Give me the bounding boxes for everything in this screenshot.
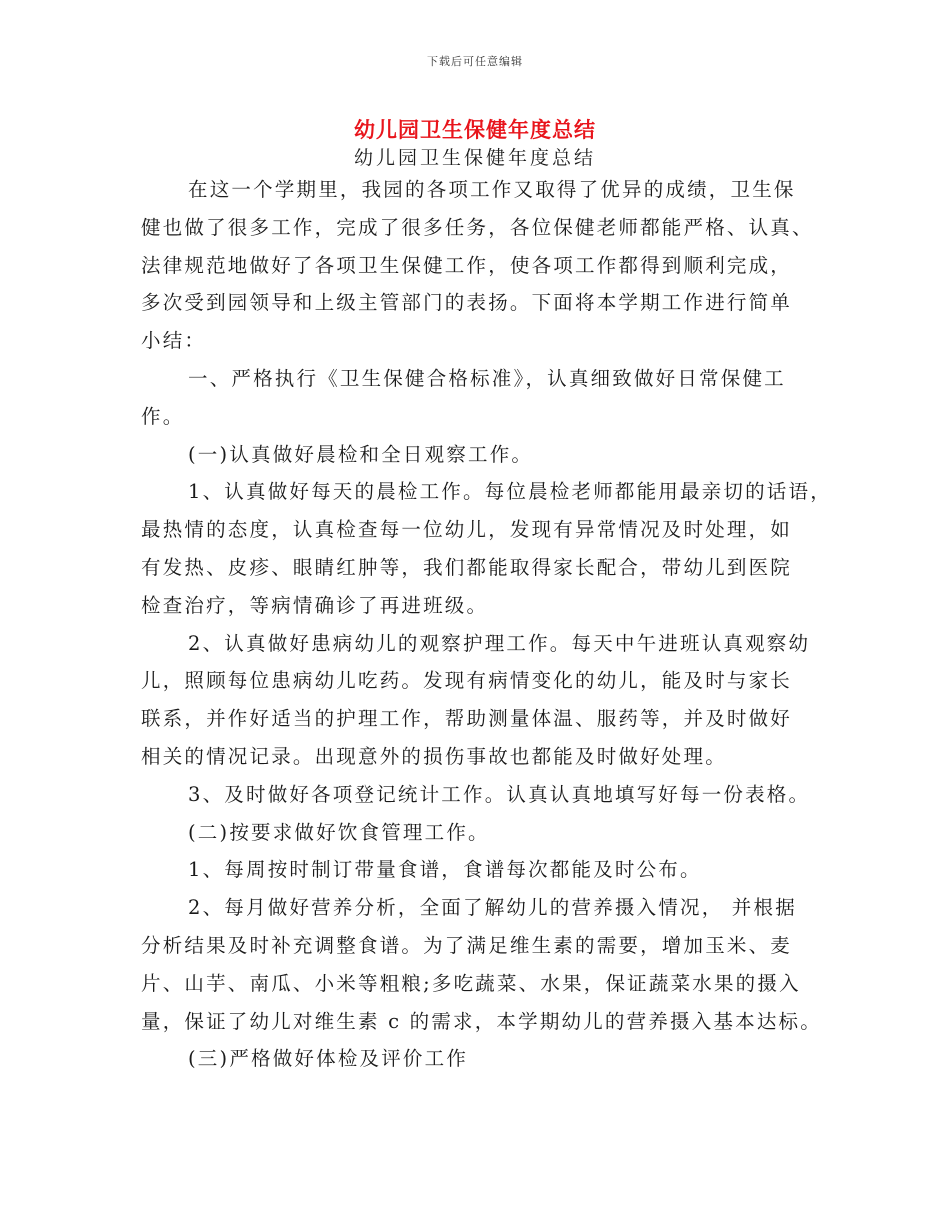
document-title: 幼儿园卫生保健年度总结 <box>354 117 596 142</box>
body-line: 在这一个学期里，我园的各项工作又取得了优异的成绩，卫生保 <box>188 178 796 201</box>
document-subtitle: 幼儿园卫生保健年度总结 <box>353 147 596 169</box>
section-heading: 一、严格执行《卫生保健合格标准》，认真细致做好日常保健工 <box>188 366 786 390</box>
body-line: 法律规范地做好了各项卫生保健工作，使各项工作都得到顺利完成， <box>141 253 793 277</box>
subsection-heading: (二)按要求做好饮食管理工作。 <box>188 820 490 844</box>
body-line: 检查治疗，等病情确诊了再进班级。 <box>141 593 489 617</box>
header-note: 下载后可任意编辑 <box>427 55 523 68</box>
body-line: 小结： <box>141 329 207 353</box>
body-line: 1、每周按时制订带量食谱，食谱每次都能及时公布。 <box>188 858 702 882</box>
body-line: 多次受到园领导和上级主管部门的表扬。下面将本学期工作进行简单 <box>141 291 793 315</box>
body-line: 相关的情况记录。出现意外的损伤事故也都能及时做好处理。 <box>141 744 727 768</box>
body-line: 分析结果及时补充调整食谱。为了满足维生素的需要，增加玉米、麦 <box>141 933 793 957</box>
body-line: 2、认真做好患病幼儿的观察护理工作。每天中午进班认真观察幼 <box>188 631 811 655</box>
body-line: 1、认真做好每天的晨检工作。每位晨检老师都能用最亲切的话语， <box>188 480 832 504</box>
body-line: 联系，并作好适当的护理工作，帮助测量体温、服药等，并及时做好 <box>141 707 793 731</box>
body-line: 儿，照顾每位患病幼儿吃药。发现有病情变化的幼儿，能及时与家长 <box>141 669 793 693</box>
body-line: 2、每月做好营养分析，全面了解幼儿的营养摄入情况， 并根据 <box>188 896 797 920</box>
body-line: 健也做了很多工作，完成了很多任务，各位保健老师都能严格、认真、 <box>141 215 814 239</box>
body-line: 片、山芋、南瓜、小米等粗粮;多吃蔬菜、水果，保证蔬菜水果的摄入 <box>141 971 801 995</box>
subsection-heading: (三)严格做好体检及评价工作 <box>188 1047 469 1071</box>
body-line: 最热情的态度，认真检查每一位幼儿，发现有异常情况及时处理，如 <box>141 518 793 542</box>
section-heading: 作。 <box>141 404 185 428</box>
subsection-heading: (一)认真做好晨检和全日观察工作。 <box>188 442 534 466</box>
document-body <box>141 171 832 1078</box>
body-line: 3、及时做好各项登记统计工作。认真认真地填写好每一份表格。 <box>188 782 811 806</box>
body-line: 量，保证了幼儿对维生素 c 的需求，本学期幼儿的营养摄入基本达标。 <box>141 1009 822 1033</box>
body-line: 有发热、皮疹、眼睛红肿等，我们都能取得家长配合，带幼儿到医院 <box>141 555 793 579</box>
